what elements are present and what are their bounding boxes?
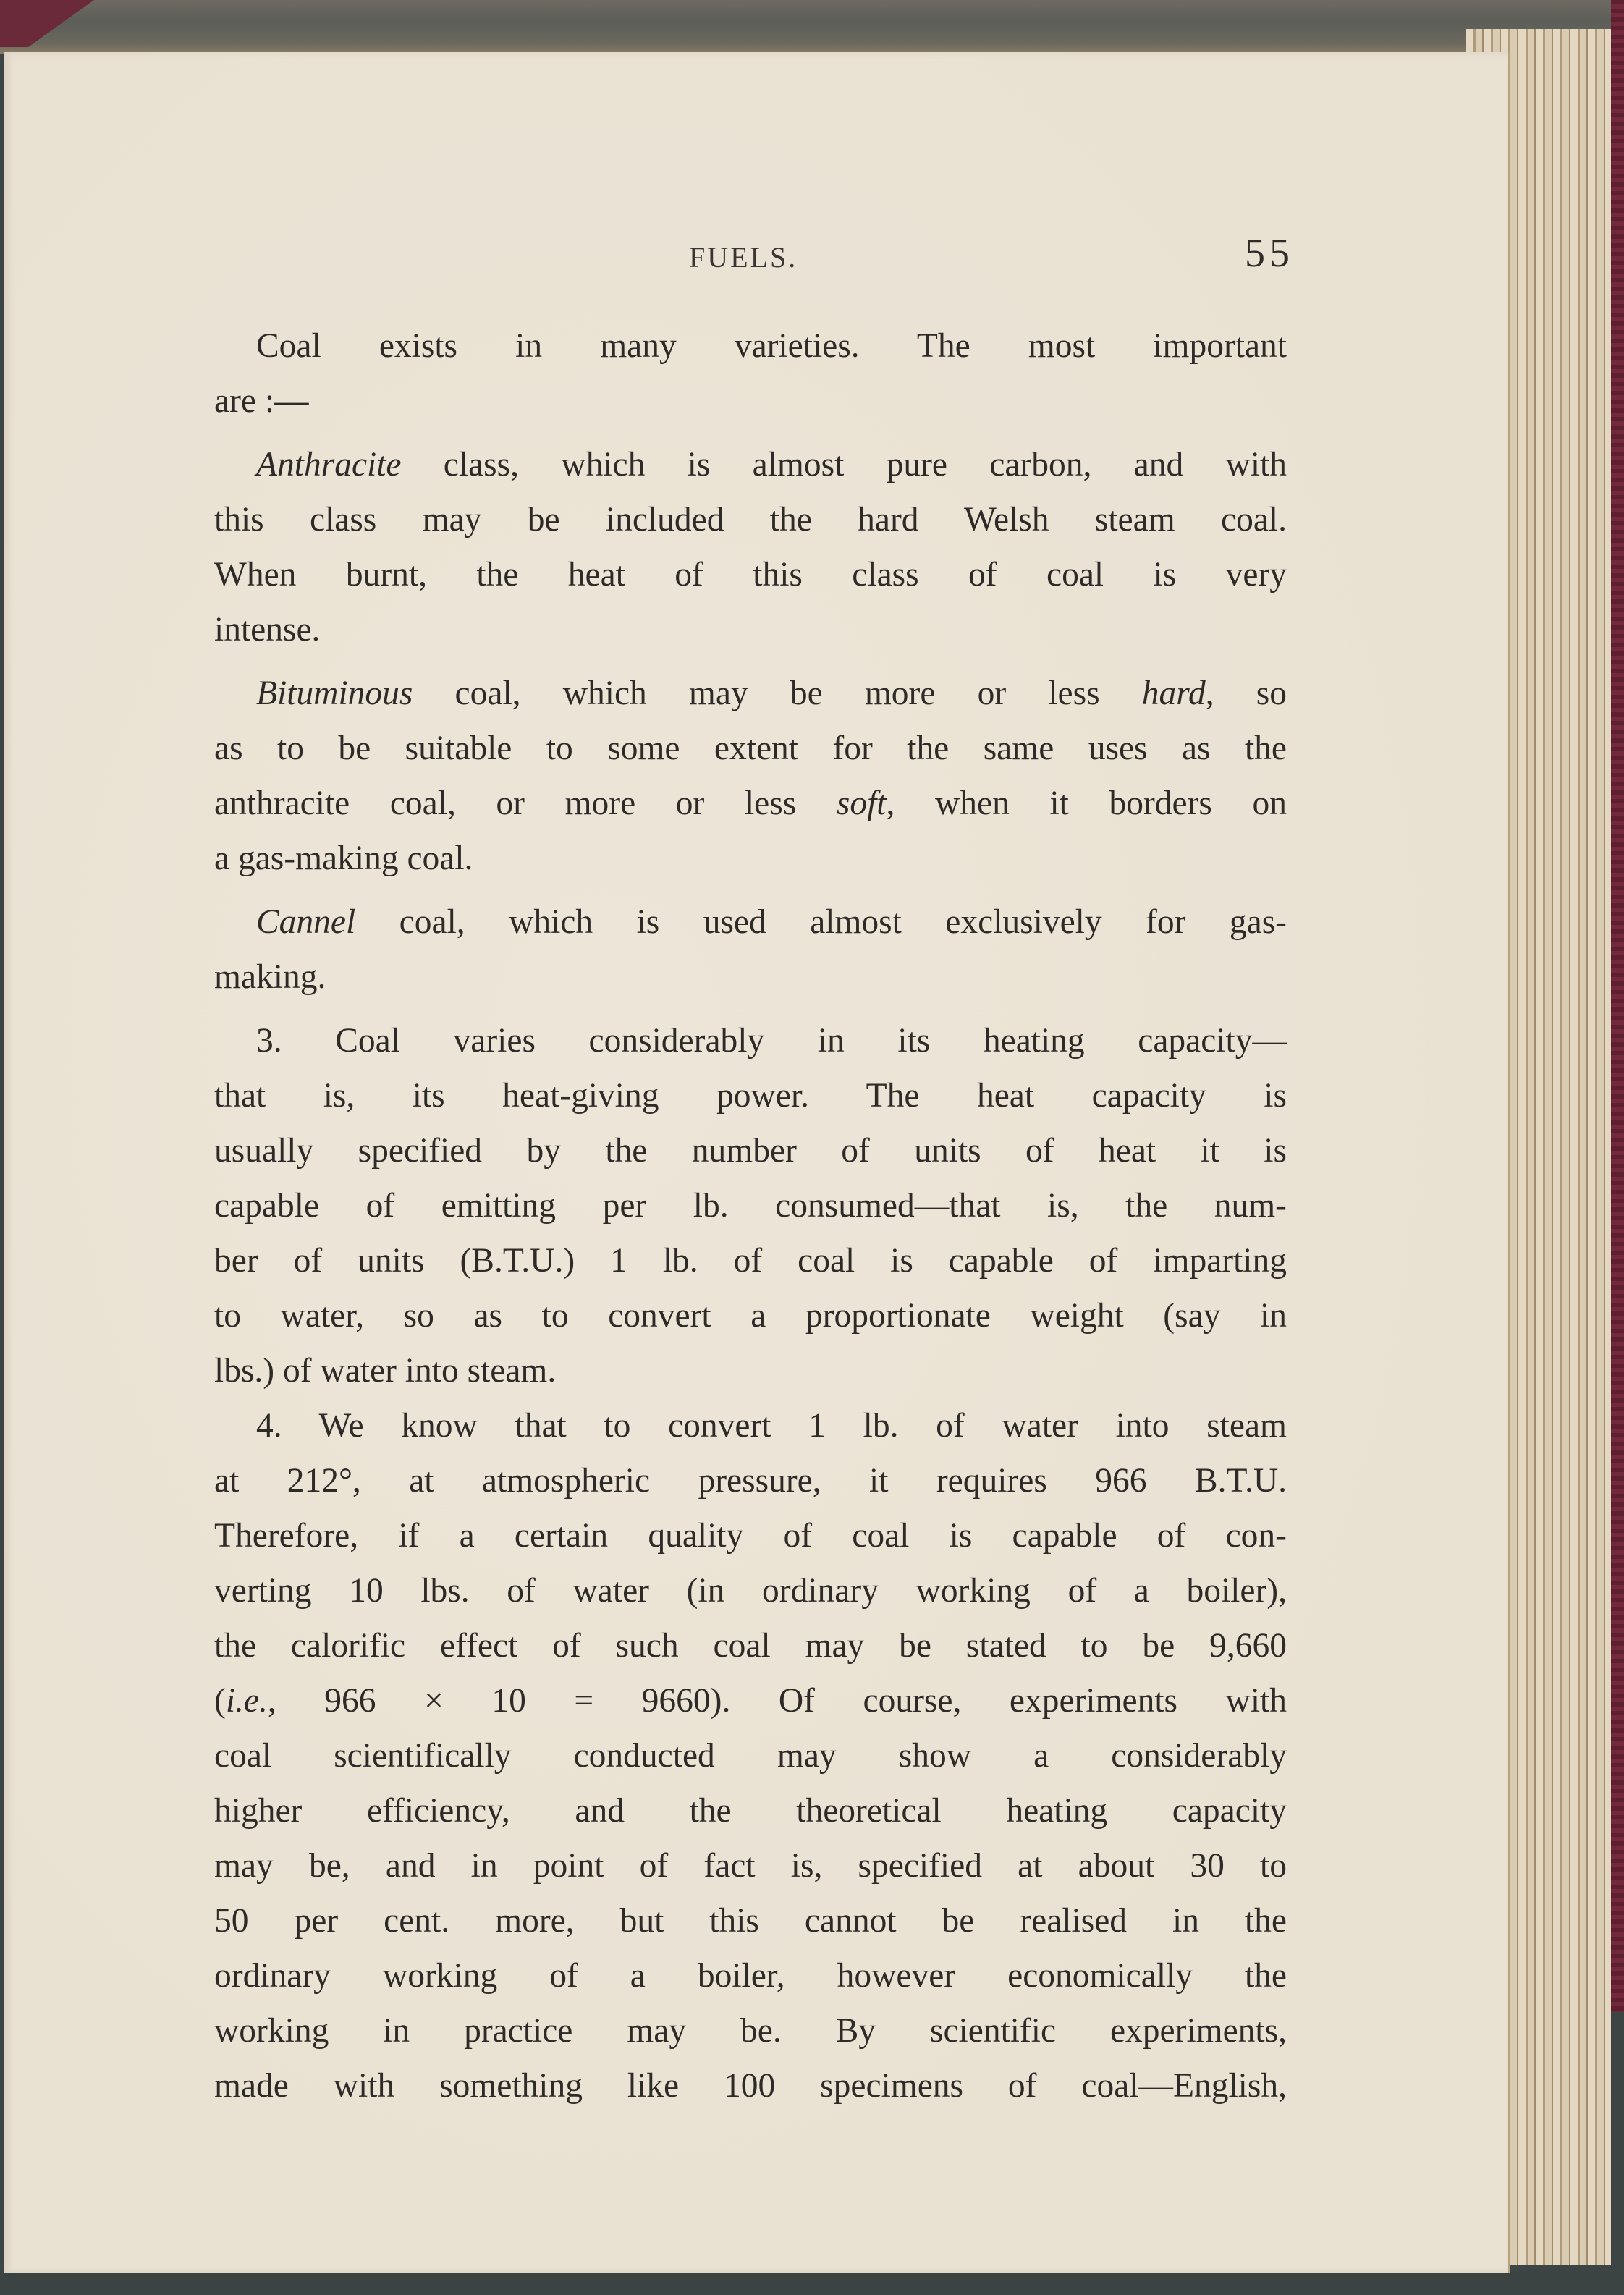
paragraph-cannel (214, 895, 1287, 1005)
book-top-edge (0, 0, 1624, 54)
text-line: the calorific effect of such coal may be stated to be 9,660 (214, 1627, 1287, 1665)
text-line: Coal exists in many varieties. The most important (256, 327, 1287, 365)
text-line: making. (214, 958, 326, 996)
text-line: Cannel coal, which is used almost exclusively for gas- (256, 903, 1287, 941)
body-text (214, 318, 1287, 2113)
text-line: this class may be included the hard Welsh steam coal. (214, 501, 1287, 538)
paragraph-section-3 (214, 1013, 1287, 1398)
paragraph-intro (214, 318, 1287, 428)
text-line: made with something like 100 specimens of coal—English, (214, 2067, 1287, 2105)
text-line: capable of emitting per lb. consumed—that is, the num- (214, 1187, 1287, 1225)
italic-term: soft (836, 785, 887, 822)
italic-term: i.e. (225, 1682, 268, 1720)
text-line: verting 10 lbs. of water (in ordinary working of a boiler), (214, 1572, 1287, 1610)
text-line: that is, its heat-giving power. The heat capacity is (214, 1077, 1287, 1115)
text-line: intense. (214, 611, 321, 648)
text-line: lbs.) of water into steam. (214, 1352, 557, 1390)
text-line: Therefore, if a certain quality of coal is capable of con- (214, 1517, 1287, 1555)
text-line: at 212°, at atmospheric pressure, it requires 966 B.T.U. (214, 1462, 1287, 1500)
text-line: usually specified by the number of units of heat it is (214, 1132, 1287, 1170)
paragraph-anthracite (214, 437, 1287, 657)
paragraph-bituminous (214, 666, 1287, 886)
text-line: anthracite coal, or more or less soft, when it borders on (214, 785, 1287, 822)
text-line: 4. We know that to convert 1 lb. of water into steam (256, 1407, 1287, 1445)
italic-term: Anthracite (256, 446, 402, 483)
scan-background (0, 2273, 1624, 2295)
text-line: higher efficiency, and the theoretical heating capacity (214, 1792, 1287, 1830)
text-line: Bituminous coal, which may be more or less hard, so (256, 675, 1287, 712)
page-number: 55 (1245, 231, 1294, 276)
running-head (0, 230, 1624, 281)
text-line: ordinary working of a boiler, however economically the (214, 1957, 1287, 1995)
text-line: 50 per cent. more, but this cannot be realised in the (214, 1902, 1287, 1940)
italic-term: Cannel (256, 903, 356, 941)
running-title: FUELS. (689, 241, 798, 274)
text-line: coal scientifically conducted may show a considerably (214, 1737, 1287, 1775)
text-line: When burnt, the heat of this class of coal is very (214, 556, 1287, 593)
text-line: working in practice may be. By scientific experiments, (214, 2012, 1287, 2050)
text-line: as to be suitable to some extent for the same uses as the (214, 730, 1287, 767)
text-line: to water, so as to convert a proportionate weight (say in (214, 1297, 1287, 1335)
paragraph-section-4 (214, 1398, 1287, 2113)
text-line: Anthracite class, which is almost pure carbon, and with (256, 446, 1287, 483)
italic-term: hard (1141, 675, 1206, 712)
text-line: a gas-making coal. (214, 840, 473, 877)
text-line: are :— (214, 382, 309, 420)
cloth-binding-edge (1611, 0, 1624, 2012)
italic-term: Bituminous (256, 675, 413, 712)
text-line: ber of units (B.T.U.) 1 lb. of coal is capable of imparting (214, 1242, 1287, 1280)
text-line: 3. Coal varies considerably in its heating capacity— (256, 1022, 1287, 1060)
text-line: (i.e., 966 × 10 = 9660). Of course, experiments with (214, 1682, 1287, 1720)
text-line: may be, and in point of fact is, specified at about 30 to (214, 1847, 1287, 1885)
